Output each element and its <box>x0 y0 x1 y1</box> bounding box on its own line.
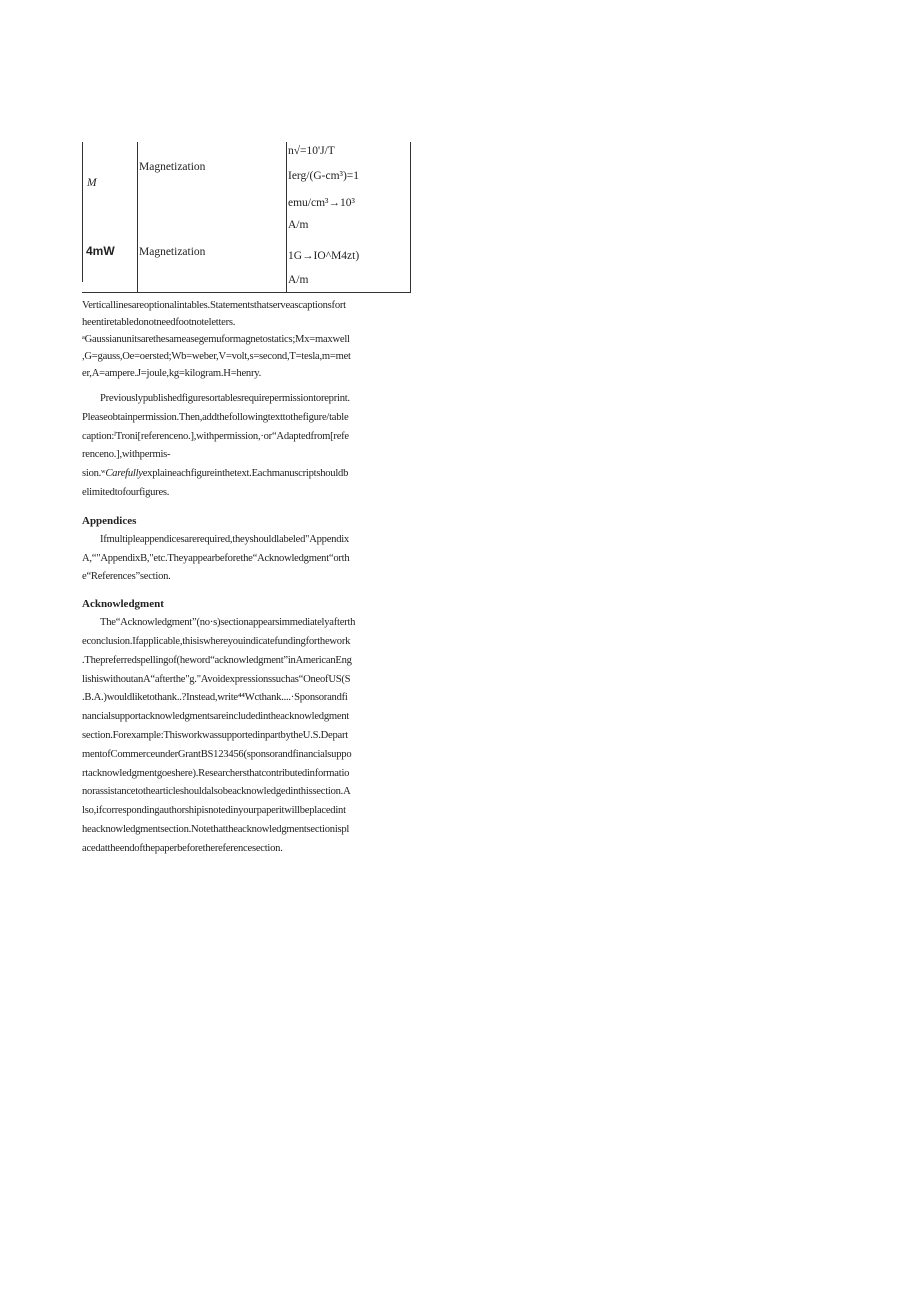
acknowledgment-heading: Acknowledgment <box>82 598 164 611</box>
units-table <box>82 142 411 293</box>
paragraph-line: mentofCommerceunderGrantBS123456(sponsorandfinancialsuppo <box>82 748 352 760</box>
paragraph-line: section.Forexample:ThisworkwassupportedinpartbytheU.S.Depart <box>82 729 348 741</box>
paragraph-line: Pleaseobtainpermission.Then,addthefollowingtexttothefigure/table <box>82 411 349 423</box>
paragraph-line: .Thepreferredspellingof(heword“acknowledgment”inAmericanEng <box>82 654 352 666</box>
table-bottom-rule <box>82 292 411 293</box>
paragraph-line: lso,ifcorrespondingauthorshipisnotedinyourpaperitwillbeplacedint <box>82 805 346 817</box>
paragraph-line: norassistancetothearticleshouldalsobeacknowledgedinthissection.A <box>82 786 351 798</box>
table-note-line: ,G=gauss,Oe=oersted;Wb=weber,V=volt,s=second,T=tesla,m=met <box>82 351 351 362</box>
paragraph-line: The“Acknowledgment”(no·s)sectionappearsimmediatelyafterth <box>100 617 356 629</box>
table-notes <box>82 297 412 382</box>
paragraph-line: Previouslypublishedfiguresortablesrequirepermissiontoreprint. <box>100 393 350 404</box>
paragraph-line: caption:ˡTroni[referenceno.],withpermission,·or“Adaptedfrom[refe <box>82 430 349 442</box>
paragraph-line: Ifmultipleappendicesarerequired,theyshouldlabeled"Appendix <box>100 533 349 545</box>
paragraph-line: e“References”section. <box>82 571 171 583</box>
paragraph-line: rtacknowledgmentgoeshere).Researchersthatcontributedinformatio <box>82 767 350 779</box>
table-row-1-conversion-2: Ierg/(G-cm³)=1 <box>288 170 360 182</box>
line-prefix: sion.ʷ <box>82 468 106 480</box>
paragraph-line: renceno.],withpermis- <box>82 449 171 461</box>
table-note-line: ᵃGaussianunitsarethesameasegemuformagnetostatics;Mx=maxwell <box>82 334 350 345</box>
table-note-line: er,A=ampere.J=joule,kg=kilogram.H=henry. <box>82 368 261 379</box>
table-divider-2 <box>286 142 287 293</box>
paragraph-line: nancialsupportacknowledgmentsareincludedintheacknowledgment <box>82 711 350 723</box>
table-border-left <box>82 142 83 282</box>
paragraph-line: A,“"AppendixB,"etc.Theyappearbeforethe“Acknowledgment“orth <box>82 552 350 564</box>
table-border-right <box>410 142 411 293</box>
table-note-line: heentiretabledonotneedfootnoteletters. <box>82 317 236 328</box>
figures-paragraph <box>82 390 412 503</box>
paragraph-line: elimitedtofourfigures. <box>82 486 170 498</box>
paragraph-line: acedattheendofthepaperbeforethereferencesection. <box>82 842 283 854</box>
table-row-1-conversion-3: emu/cm³→10³ <box>288 197 355 209</box>
table-row-1-symbol: M <box>87 177 97 189</box>
emphasis-text: Carefully <box>105 468 143 480</box>
table-note-line: Verticallinesareoptionalintables.Statementsthatserveascaptionsfort <box>82 300 346 311</box>
paragraph-line: heacknowledgmentsection.Notethattheacknowledgmentsectionispl <box>82 823 350 835</box>
table-row-2-symbol: 4mW <box>86 244 115 258</box>
table-row-2-conversion-2: A/m <box>288 274 309 286</box>
paragraph-line: econclusion.Ifapplicable,thisiswhereyouindicatefundingforthework <box>82 635 351 647</box>
table-row-1-conversion-1: n√=10'J/T <box>288 145 335 157</box>
appendices-section <box>82 514 412 587</box>
appendices-heading: Appendices <box>82 514 137 527</box>
table-row-1-conversion-4: A/m <box>288 219 309 231</box>
table-row-1-quantity: Magnetization <box>139 161 206 173</box>
line-suffix: explaineachfigureinthetext.Eachmanuscriptshouldb <box>142 468 349 480</box>
table-row-2-conversion-1: 1G→IO^M4zt) <box>288 250 360 262</box>
table-divider-1 <box>137 142 138 293</box>
paragraph-line <box>82 465 412 484</box>
paragraph-line: lishiswithoutanA“afterthe"g."Avoidexpressionssuchas“OneofUS(S <box>82 673 351 685</box>
acknowledgment-section <box>82 597 412 858</box>
table-row-2-quantity: Magnetization <box>139 246 206 258</box>
document-page <box>82 142 412 859</box>
paragraph-line: .B.A.)wouldliketothank..?Instead,write⁴⁴Wcthank....·Sponsorandfi <box>82 692 348 704</box>
